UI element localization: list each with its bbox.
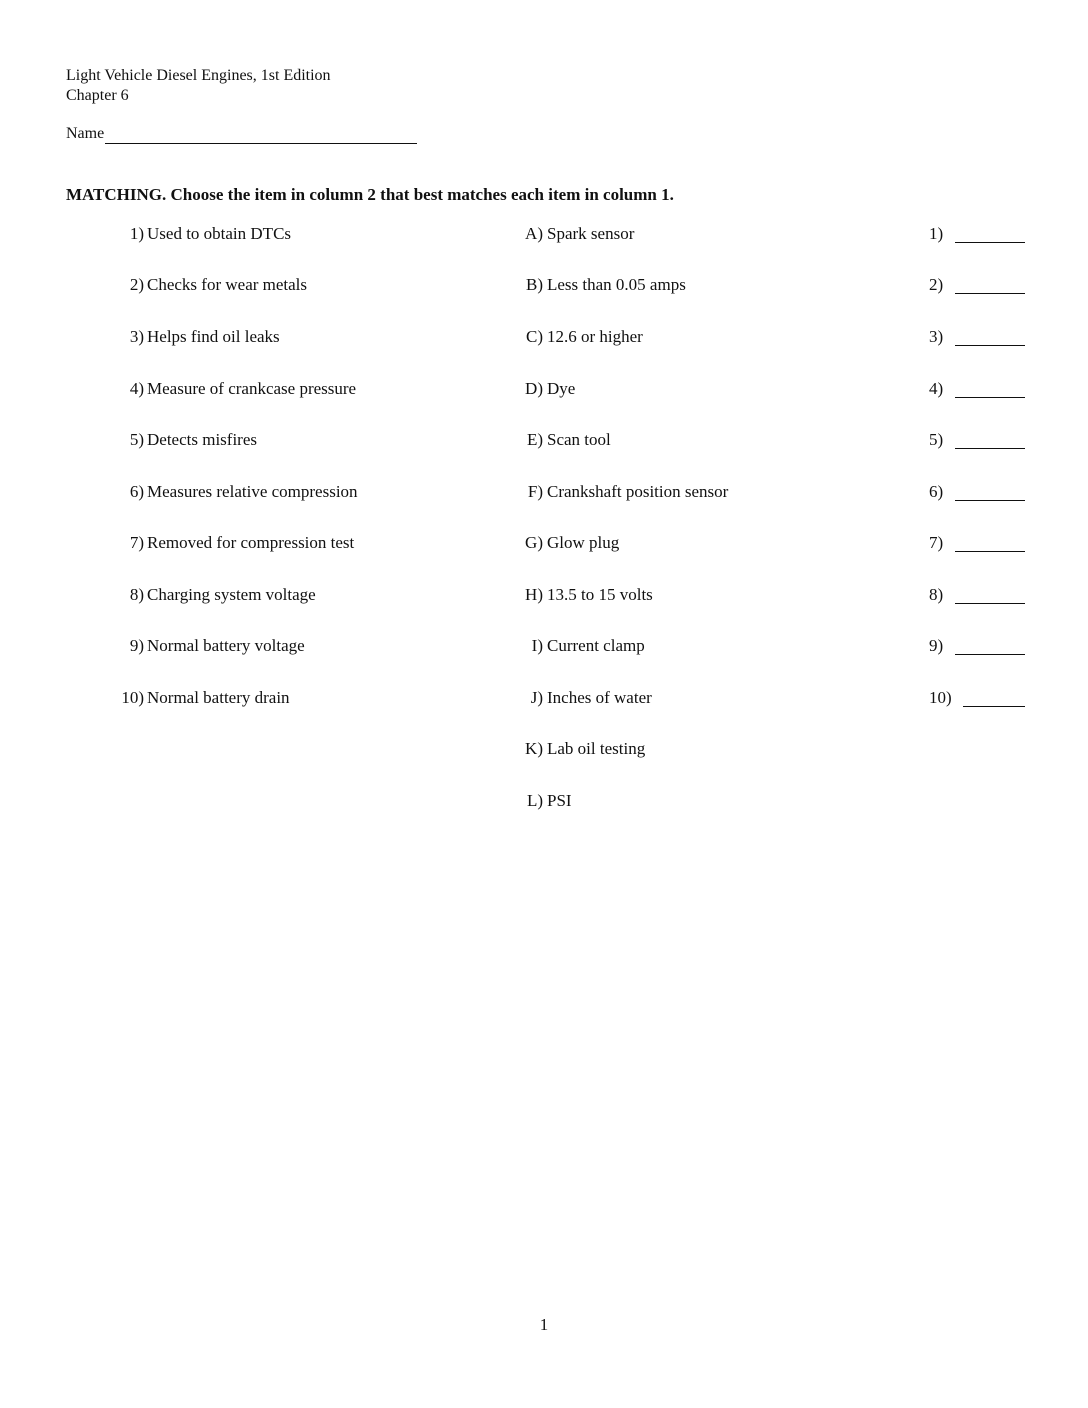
- option-text: Scan tool: [547, 430, 611, 449]
- matching-row: [0, 734, 1088, 764]
- option-letter: D): [525, 379, 543, 398]
- chapter-label: Chapter 6: [66, 87, 129, 104]
- answer-number: 3): [929, 327, 944, 346]
- answer-number: 1): [929, 224, 944, 243]
- answer-number: 10): [929, 688, 952, 707]
- option-letter: B): [526, 275, 543, 294]
- question-number: 3): [129, 327, 144, 346]
- answer-blank[interactable]: [955, 551, 1025, 552]
- answer-blank[interactable]: [955, 500, 1025, 501]
- answer-blank[interactable]: [955, 603, 1025, 604]
- question-text: Helps find oil leaks: [147, 327, 280, 346]
- question-number: 2): [129, 275, 144, 294]
- option-letter: F): [527, 482, 543, 501]
- name-row: [66, 124, 417, 144]
- option-text: 12.6 or higher: [547, 327, 643, 346]
- option-letter: I): [531, 636, 543, 655]
- option-text: Spark sensor: [547, 224, 635, 243]
- question-number: 1): [129, 224, 144, 243]
- answer-blank[interactable]: [955, 345, 1025, 346]
- matching-row: [0, 219, 1088, 249]
- matching-row: [0, 786, 1088, 816]
- answer-number: 9): [929, 636, 944, 655]
- name-field-line[interactable]: [105, 125, 417, 144]
- question-text: Removed for compression test: [147, 533, 355, 552]
- option-text: PSI: [547, 791, 572, 810]
- option-letter: C): [526, 327, 543, 346]
- answer-number: 8): [929, 585, 944, 604]
- page-number: 1: [539, 1315, 549, 1334]
- name-label: Name: [66, 125, 105, 142]
- question-text: Checks for wear metals: [147, 275, 308, 294]
- question-text: Used to obtain DTCs: [147, 224, 292, 243]
- answer-blank[interactable]: [955, 448, 1025, 449]
- matching-row: [0, 322, 1088, 352]
- question-text: Normal battery voltage: [147, 636, 305, 655]
- option-letter: G): [525, 533, 543, 552]
- matching-row: [0, 477, 1088, 507]
- question-number: 9): [129, 636, 144, 655]
- matching-row: [0, 270, 1088, 300]
- answer-blank[interactable]: [955, 397, 1025, 398]
- option-letter: K): [525, 739, 543, 758]
- option-letter: L): [526, 791, 543, 810]
- answer-number: 4): [929, 379, 944, 398]
- question-number: 7): [129, 533, 144, 552]
- option-text: 13.5 to 15 volts: [547, 585, 653, 604]
- matching-row: [0, 425, 1088, 455]
- option-text: Lab oil testing: [547, 739, 646, 758]
- matching-instructions: MATCHING. Choose the item in column 2 that best matches each item in column 1.: [66, 185, 674, 204]
- option-text: Crankshaft position sensor: [547, 482, 729, 501]
- option-text: Less than 0.05 amps: [547, 275, 686, 294]
- question-text: Detects misfires: [147, 430, 257, 449]
- answer-blank[interactable]: [955, 654, 1025, 655]
- question-number: 5): [129, 430, 144, 449]
- answer-number: 6): [929, 482, 944, 501]
- question-number: 10): [121, 688, 144, 707]
- question-number: 6): [129, 482, 144, 501]
- matching-row: [0, 580, 1088, 610]
- option-text: Inches of water: [547, 688, 652, 707]
- option-text: Dye: [547, 379, 576, 398]
- option-letter: A): [525, 224, 543, 243]
- answer-number: 7): [929, 533, 944, 552]
- question-text: Measure of crankcase pressure: [147, 379, 357, 398]
- answer-blank[interactable]: [955, 242, 1025, 243]
- matching-row: [0, 683, 1088, 713]
- question-number: 8): [129, 585, 144, 604]
- question-text: Charging system voltage: [147, 585, 316, 604]
- answer-blank[interactable]: [963, 706, 1025, 707]
- option-text: Current clamp: [547, 636, 645, 655]
- answer-number: 5): [929, 430, 944, 449]
- option-letter: J): [530, 688, 543, 707]
- answer-number: 2): [929, 275, 944, 294]
- question-number: 4): [129, 379, 144, 398]
- matching-row: [0, 631, 1088, 661]
- option-text: Glow plug: [547, 533, 620, 552]
- question-text: Measures relative compression: [147, 482, 358, 501]
- book-title: Light Vehicle Diesel Engines, 1st Edition: [66, 67, 331, 84]
- option-letter: H): [525, 585, 543, 604]
- matching-row: [0, 528, 1088, 558]
- option-letter: E): [526, 430, 543, 449]
- matching-row: [0, 374, 1088, 404]
- answer-blank[interactable]: [955, 293, 1025, 294]
- question-text: Normal battery drain: [147, 688, 290, 707]
